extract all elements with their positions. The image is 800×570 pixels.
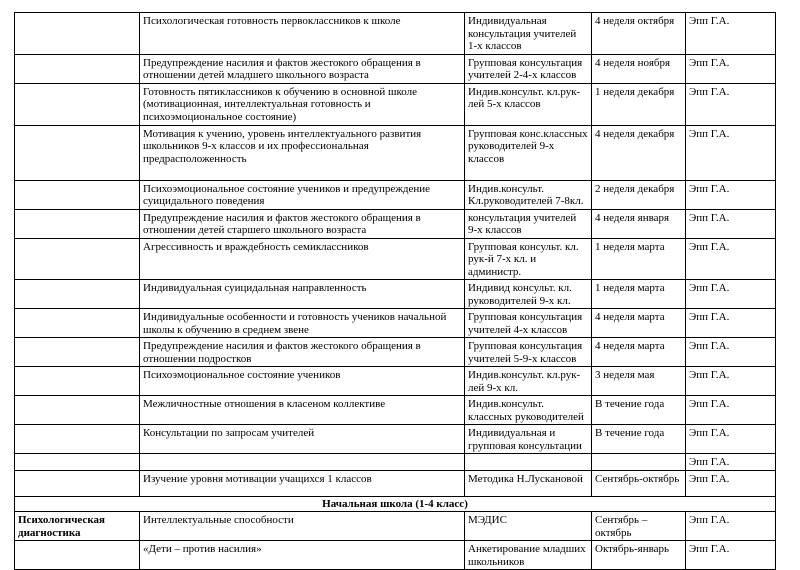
table-row <box>15 180 776 209</box>
category-cell <box>15 238 140 280</box>
responsible-cell: Эпп Г.А. <box>686 396 776 425</box>
topic-cell: Психоэмоциональное состояние учеников <box>140 367 465 396</box>
responsible-cell: Эпп Г.А. <box>686 512 776 541</box>
category-cell <box>15 13 140 55</box>
time-cell: 4 неделя ноября <box>592 54 686 83</box>
time-cell: 1 неделя марта <box>592 280 686 309</box>
category-cell <box>15 209 140 238</box>
topic-cell: Психоэмоциональное состояние учеников и предупреждение суицидального поведения <box>140 180 465 209</box>
category-cell <box>15 180 140 209</box>
form-cell: консультация учителей 9-х классов <box>465 209 592 238</box>
table-row <box>15 454 776 471</box>
topic-cell: Консультации по запросам учителей <box>140 425 465 454</box>
time-cell: 4 неделя декабря <box>592 125 686 180</box>
form-cell: Индивидуальная и групповая консультации <box>465 425 592 454</box>
table-row <box>15 541 776 570</box>
time-cell: В течение года <box>592 396 686 425</box>
topic-cell: Предупреждение насилия и фактов жестокого обращения в отношении подростков <box>140 338 465 367</box>
topic-cell: Межличностные отношения в класеном коллективе <box>140 396 465 425</box>
category-cell <box>15 454 140 471</box>
table-body-top <box>15 13 776 497</box>
table-row <box>15 54 776 83</box>
responsible-cell: Эпп Г.А. <box>686 13 776 55</box>
time-cell <box>592 454 686 471</box>
table-row <box>15 470 776 496</box>
category-cell <box>15 338 140 367</box>
form-cell: Анкетирование младших школьников <box>465 541 592 570</box>
time-cell: 4 неделя января <box>592 209 686 238</box>
responsible-cell: Эпп Г.А. <box>686 309 776 338</box>
table-row <box>15 425 776 454</box>
responsible-cell: Эпп Г.А. <box>686 541 776 570</box>
topic-cell: Индивидуальные особенности и готовность учеников начальной школы к обучению в среднем звене <box>140 309 465 338</box>
category-cell <box>15 280 140 309</box>
category-cell <box>15 309 140 338</box>
table-row <box>15 512 776 541</box>
category-cell: Психологическая диагностика <box>15 512 140 541</box>
form-cell: Индивидуальная консультация учителей 1-х классов <box>465 13 592 55</box>
topic-cell: Индивидуальная суицидальная направленность <box>140 280 465 309</box>
time-cell: 4 неделя марта <box>592 338 686 367</box>
schedule-table <box>14 12 776 570</box>
responsible-cell: Эпп Г.А. <box>686 280 776 309</box>
category-cell <box>15 470 140 496</box>
form-cell: Индив.консульт. кл.рук-лей 5-х классов <box>465 83 592 125</box>
time-cell: 4 неделя марта <box>592 309 686 338</box>
category-cell <box>15 367 140 396</box>
form-cell: Групповая конс.классных руководителей 9-х классов <box>465 125 592 180</box>
table-row <box>15 396 776 425</box>
time-cell: 4 неделя октября <box>592 13 686 55</box>
responsible-cell: Эпп Г.А. <box>686 367 776 396</box>
form-cell: Индив.консульт. Кл.руководителей 7-8кл. <box>465 180 592 209</box>
table-row <box>15 238 776 280</box>
table-row <box>15 338 776 367</box>
table-row <box>15 309 776 338</box>
time-cell: 3 неделя мая <box>592 367 686 396</box>
category-cell <box>15 396 140 425</box>
topic-cell: Предупреждение насилия и фактов жестокого обращения в отношении детей старшего школьного возраста <box>140 209 465 238</box>
table-row <box>15 209 776 238</box>
topic-cell: Интеллектуальные способности <box>140 512 465 541</box>
topic-cell: Предупреждение насилия и фактов жестокого обращения в отношении детей младшего школьного возраста <box>140 54 465 83</box>
table-row <box>15 367 776 396</box>
section-row <box>15 496 776 512</box>
table-body-bottom <box>15 512 776 570</box>
table-row <box>15 83 776 125</box>
time-cell: 1 неделя марта <box>592 238 686 280</box>
responsible-cell: Эпп Г.А. <box>686 454 776 471</box>
form-cell: Индив.консульт. кл.рук-лей 9-х кл. <box>465 367 592 396</box>
responsible-cell: Эпп Г.А. <box>686 83 776 125</box>
form-cell: Методика Н.Лускановой <box>465 470 592 496</box>
topic-cell: Изучение уровня мотивации учащихся 1 классов <box>140 470 465 496</box>
responsible-cell: Эпп Г.А. <box>686 125 776 180</box>
time-cell: Октябрь-январь <box>592 541 686 570</box>
topic-cell <box>140 454 465 471</box>
time-cell: Сентябрь – октябрь <box>592 512 686 541</box>
responsible-cell: Эпп Г.А. <box>686 338 776 367</box>
category-cell <box>15 83 140 125</box>
form-cell: Групповая консульт. кл. рук-й 7-х кл. и администр. <box>465 238 592 280</box>
table-row <box>15 280 776 309</box>
responsible-cell: Эпп Г.А. <box>686 54 776 83</box>
time-cell: В течение года <box>592 425 686 454</box>
topic-cell: Агрессивность и враждебность семиклассников <box>140 238 465 280</box>
topic-cell: «Дети – против насилия» <box>140 541 465 570</box>
table-row <box>15 125 776 180</box>
form-cell: Групповая консультация учителей 5-9-х классов <box>465 338 592 367</box>
responsible-cell: Эпп Г.А. <box>686 209 776 238</box>
topic-cell: Готовность пятиклассников к обучению в основной школе (мотивационная, интеллектуальная готовность и психоэмоциональное состояние) <box>140 83 465 125</box>
category-cell <box>15 125 140 180</box>
form-cell: Индив.консульт. классных руководителей <box>465 396 592 425</box>
responsible-cell: Эпп Г.А. <box>686 470 776 496</box>
responsible-cell: Эпп Г.А. <box>686 180 776 209</box>
category-cell <box>15 54 140 83</box>
topic-cell: Мотивация к учению, уровень интеллектуального развития школьников 9-х классов и их профессиональная предрасположенность <box>140 125 465 180</box>
time-cell: 1 неделя декабря <box>592 83 686 125</box>
table-row <box>15 13 776 55</box>
form-cell <box>465 454 592 471</box>
form-cell: Групповая консультация учителей 2-4-х классов <box>465 54 592 83</box>
table-body-section <box>15 496 776 512</box>
form-cell: Групповая консультация учителей 4-х классов <box>465 309 592 338</box>
time-cell: 2 неделя декабря <box>592 180 686 209</box>
topic-cell: Психологическая готовность первоклассников к школе <box>140 13 465 55</box>
form-cell: Индивид консульт. кл. руководителей 9-х кл. <box>465 280 592 309</box>
form-cell: МЭДИС <box>465 512 592 541</box>
responsible-cell: Эпп Г.А. <box>686 425 776 454</box>
section-title: Начальная школа (1-4 класс) <box>15 496 776 512</box>
time-cell: Сентябрь-октябрь <box>592 470 686 496</box>
category-cell <box>15 425 140 454</box>
category-cell <box>15 541 140 570</box>
responsible-cell: Эпп Г.А. <box>686 238 776 280</box>
